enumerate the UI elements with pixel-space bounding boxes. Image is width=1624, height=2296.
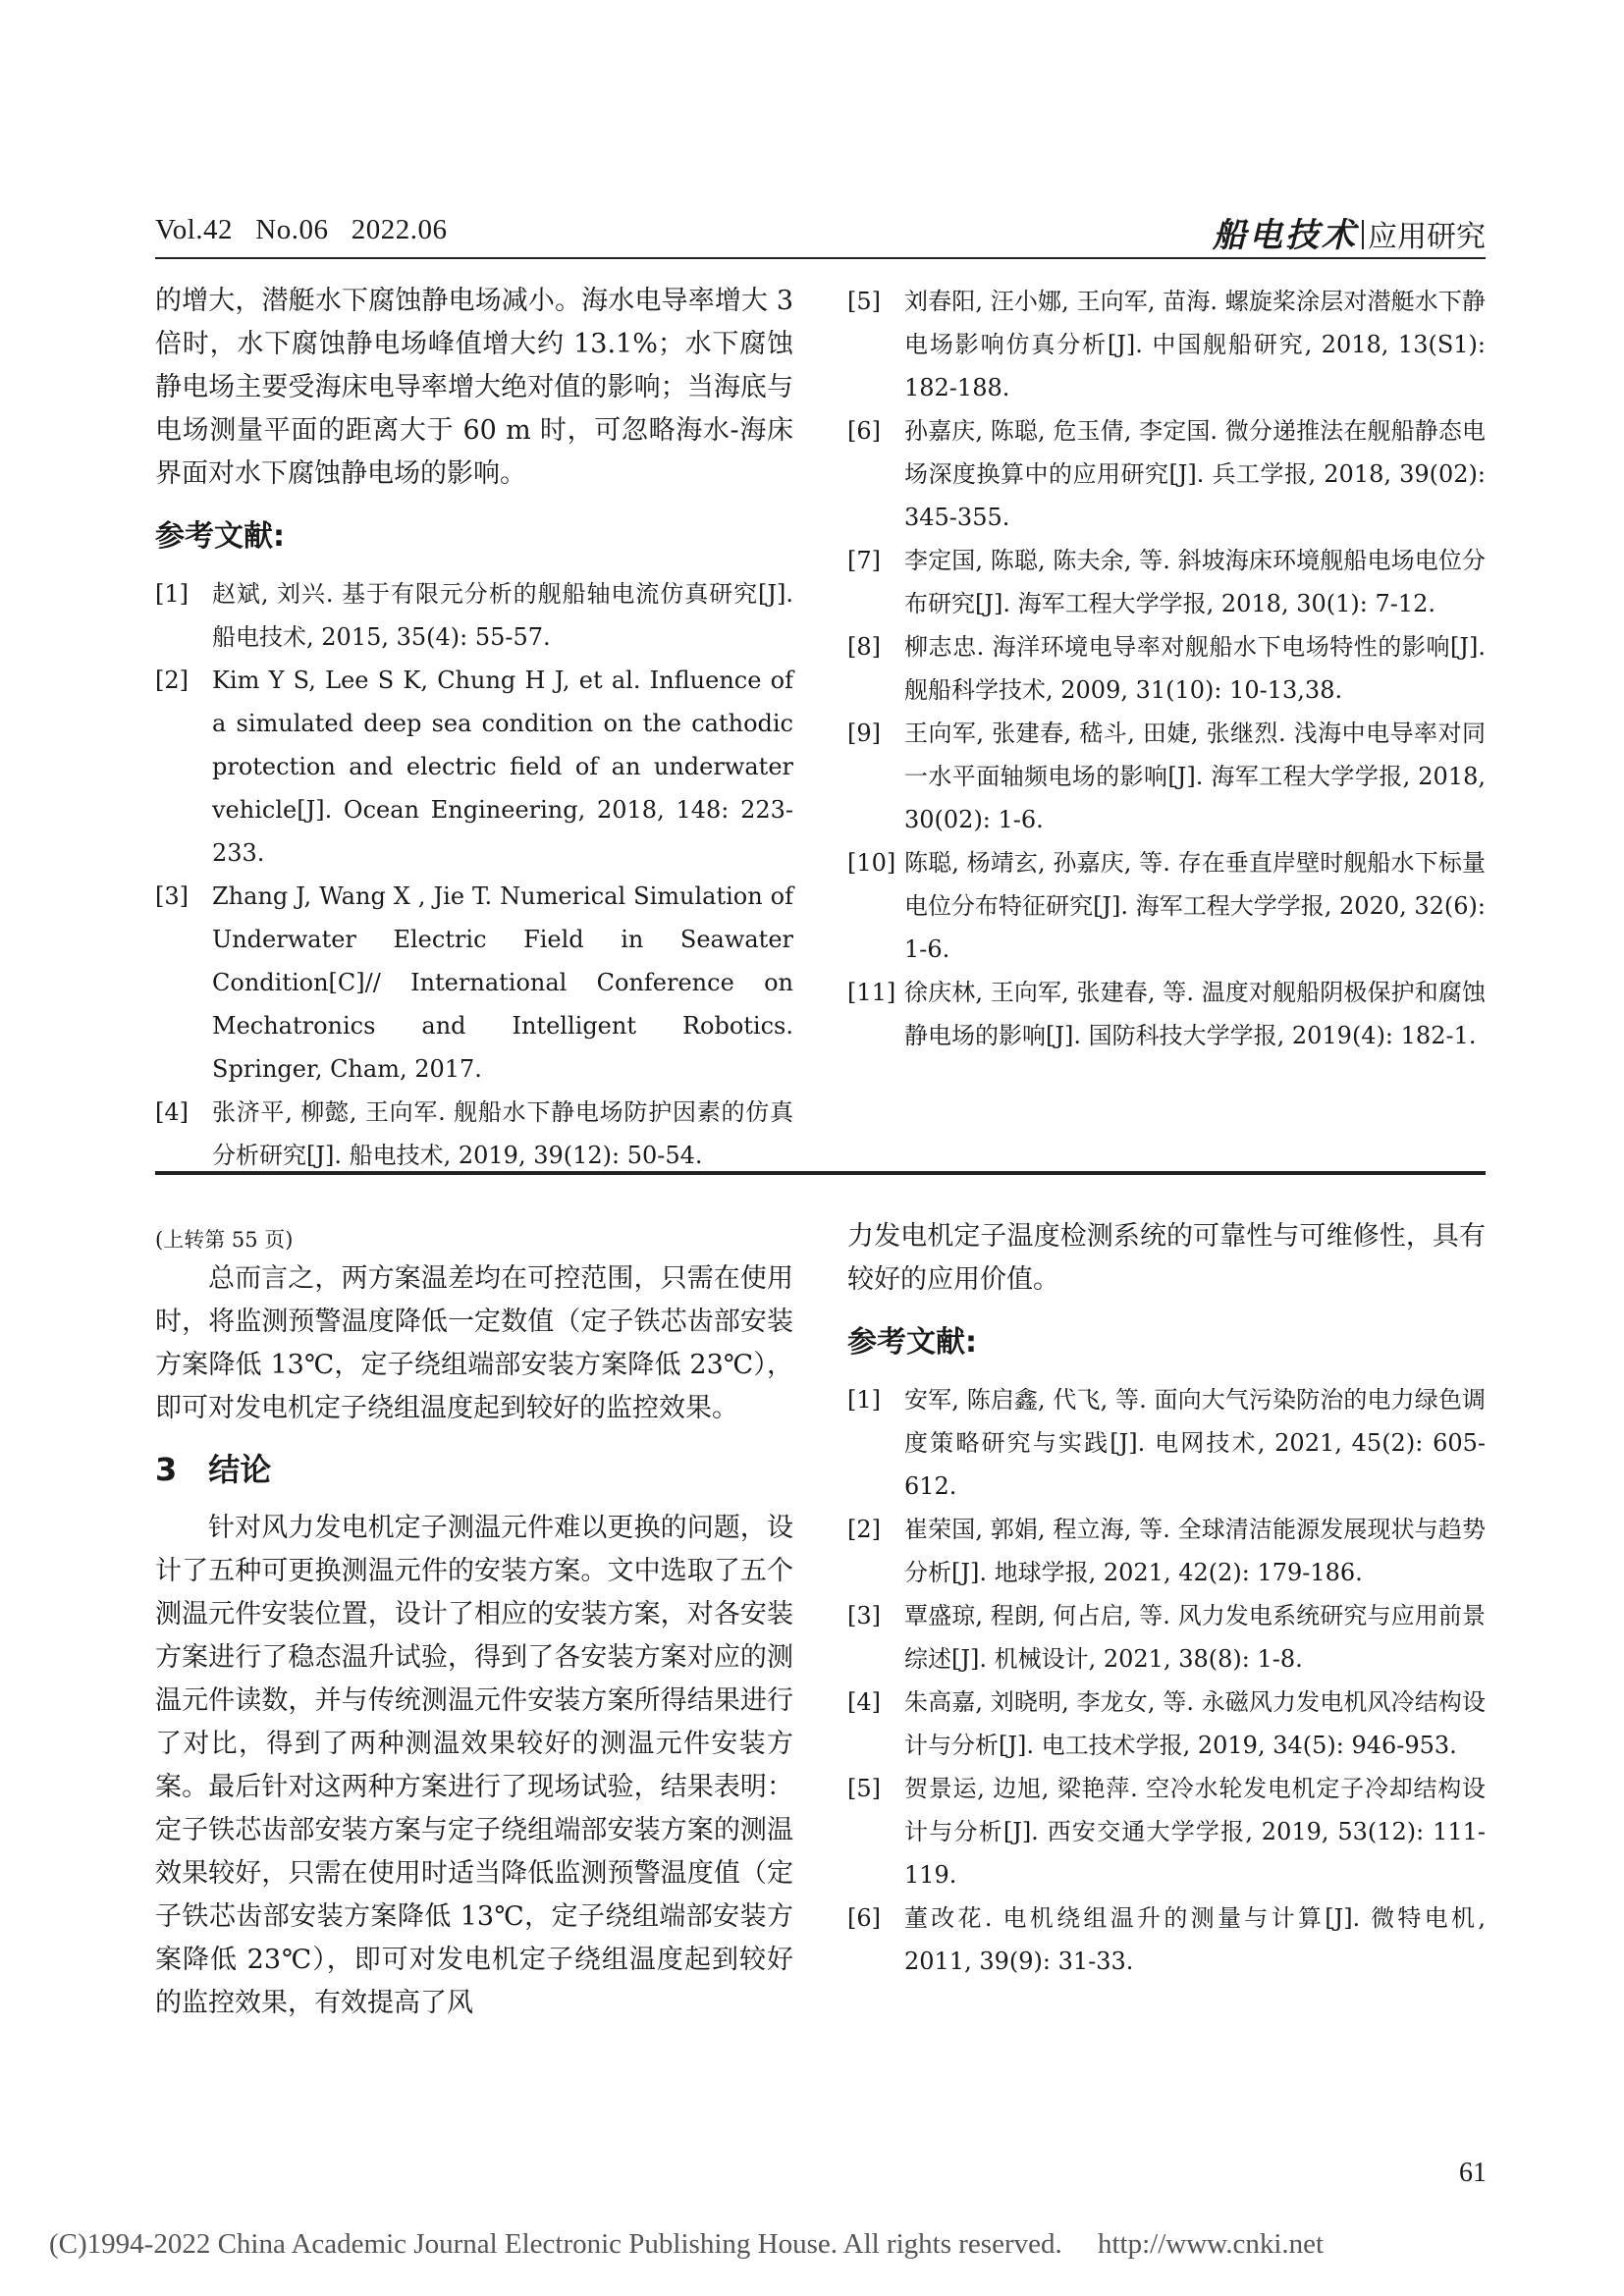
issue-number: No.06 [255, 214, 329, 245]
reference-text: 刘春阳, 汪小娜, 王向军, 苗海. 螺旋桨涂层对潜艇水下静电场影响仿真分析[J]. 中国舰船研究, 2018, 13(S1): 182-188. [904, 288, 1486, 401]
reference-number: [5] [847, 1775, 881, 1802]
reference-number: [9] [847, 720, 881, 747]
reference-text: 覃盛琼, 程朗, 何占启, 等. 风力发电系统研究与应用前景综述[J]. 机械设计, 2021, 38(8): 1-8. [904, 1602, 1486, 1673]
reference-item [155, 1091, 793, 1177]
top-right-column [847, 280, 1486, 1057]
reference-item [847, 1896, 1486, 1983]
reference-number: [6] [847, 1904, 881, 1932]
reference-item [155, 875, 793, 1091]
reference-item [847, 1508, 1486, 1594]
bottom-right-column [847, 1215, 1486, 1983]
reference-text: 赵斌, 刘兴. 基于有限元分析的舰船轴电流仿真研究[J]. 船电技术, 2015, 35(4): 55-57. [212, 580, 793, 651]
reference-item [847, 712, 1486, 841]
issue-info [155, 214, 447, 246]
reference-item [847, 539, 1486, 625]
section-name: 应用研究 [1368, 220, 1486, 254]
reference-text: 董改花. 电机绕组温升的测量与计算[J]. 微特电机, 2011, 39(9): 31-33. [904, 1904, 1486, 1975]
header-rule [155, 257, 1486, 259]
summary-paragraph: 总而言之，两方案温差均在可控范围，只需在使用时，将监测预警温度降低一定数值（定子铁芯齿部安装方案降低 13℃，定子绕组端部安装方案降低 23℃），即可对发电机定子绕组温度起到较好的监控效果。 [155, 1263, 793, 1423]
reference-number: [4] [155, 1098, 189, 1126]
reference-item [847, 280, 1486, 409]
reference-item [847, 409, 1486, 539]
reference-list [847, 1378, 1486, 1983]
running-header [155, 204, 1486, 255]
reference-text: 陈聪, 杨靖玄, 孙嘉庆, 等. 存在垂直岸壁时舰船水下标量电位分布特征研究[J]. 海军工程大学学报, 2020, 32(6): 1-6. [904, 849, 1486, 963]
reference-item [847, 1767, 1486, 1896]
reference-number: [1] [847, 1386, 881, 1414]
references-heading: 参考文献: [155, 519, 285, 554]
conclusion-paragraph: 针对风力发电机定子测温元件难以更换的问题，设计了五种可更换测温元件的安装方案。文中选取了五个测温元件安装位置，设计了相应的安装方案，对各安装方案进行了稳态温升试验，得到了各安装方案对应的测温元件读数，并与传统测温元件安装方案所得结果进行了对比，得到了两种测温效果较好的测温元件安装方案。最后针对这两种方案进行了现场试验，结果表明：定子铁芯齿部安装方案与定子绕组端部安装方案的测温效果较好，只需在使用时适当降低监测预警温度值（定子铁芯齿部安装方案降低 13℃，定子绕组端部安装方案降低 23℃），即可对发电机定子绕组温度起到较好的监控效果，有效提高了风 [155, 1513, 793, 2018]
continued-note: (上转第 55 页) [155, 1228, 294, 1252]
article-divider [155, 1171, 1486, 1175]
conclusion-paragraph-continued: 力发电机定子温度检测系统的可靠性与可维修性，具有较好的应用价值。 [847, 1221, 1486, 1295]
reference-number: [11] [847, 979, 896, 1006]
reference-text: 柳志忠. 海洋环境电导率对舰船水下电场特性的影响[J]. 舰船科学技术, 2009, 31(10): 10-13,38. [904, 633, 1486, 704]
reference-text: 贺景运, 边旭, 梁艳萍. 空冷水轮发电机定子冷却结构设计与分析[J]. 西安交通大学学报, 2019, 53(12): 111-119. [904, 1775, 1486, 1889]
reference-number: [6] [847, 417, 881, 445]
reference-text: 张济平, 柳懿, 王向军. 舰船水下静电场防护因素的仿真分析研究[J]. 船电技术, 2019, 39(12): 50-54. [212, 1098, 793, 1169]
reference-item [155, 572, 793, 659]
reference-item [847, 841, 1486, 971]
conclusion-paragraph-end: 的增大，潜艇水下腐蚀静电场减小。海水电导率增大 3 倍时，水下腐蚀静电场峰值增大约 13.1%；水下腐蚀静电场主要受海床电导率增大绝对值的影响；当海底与电场测量平面的距离大于 60 m 时，可忽略海水-海床界面对水下腐蚀静电场的影响。 [155, 286, 793, 489]
reference-text: 徐庆林, 王向军, 张建春, 等. 温度对舰船阴极保护和腐蚀静电场的影响[J]. 国防科技大学学报, 2019(4): 182-1. [904, 979, 1486, 1049]
reference-number: [10] [847, 849, 896, 877]
volume: Vol.42 [155, 214, 234, 245]
reference-item [847, 1378, 1486, 1508]
reference-number: [3] [847, 1602, 881, 1629]
reference-text: Zhang J, Wang X , Jie T. Numerical Simulation of Underwater Electric Field in Seawater Condition[C]// International Conference on Mechatronics and Intelligent Robotics. Springer, Cham, 2017. [212, 882, 793, 1083]
reference-number: [8] [847, 633, 881, 661]
copyright-footer: (C)1994-2022 China Academic Journal Electronic Publishing House. All rights reserved. http://www.cnki.net [49, 2228, 1325, 2260]
journal-masthead [1213, 208, 1486, 256]
reference-text: Kim Y S, Lee S K, Chung H J, et al. Influence of a simulated deep sea condition on the cathodic protection and electric field of an underwater vehicle[J]. Ocean Engineering, 2018, 148: 223-233. [212, 667, 793, 867]
section-heading-conclusion: 3 结论 [155, 1451, 272, 1488]
journal-name: 船电技术 [1213, 216, 1358, 255]
reference-text: 崔荣国, 郭娟, 程立海, 等. 全球清洁能源发展现状与趋势分析[J]. 地球学报, 2021, 42(2): 179-186. [904, 1516, 1486, 1586]
issue-date: 2022.06 [351, 214, 448, 245]
reference-item [155, 659, 793, 875]
reference-text: 李定国, 陈聪, 陈夫余, 等. 斜坡海床环境舰船电场电位分布研究[J]. 海军工程大学学报, 2018, 30(1): 7-12. [904, 547, 1486, 617]
reference-item [847, 1594, 1486, 1681]
reference-text: 朱高嘉, 刘晓明, 李龙女, 等. 永磁风力发电机风冷结构设计与分析[J]. 电工技术学报, 2019, 34(5): 946-953. [904, 1688, 1486, 1759]
reference-text: 王向军, 张建春, 嵇斗, 田婕, 张继烈. 浅海中电导率对同一水平面轴频电场的影响[J]. 海军工程大学学报, 2018, 30(02): 1-6. [904, 720, 1486, 833]
page-number: 61 [1459, 2158, 1487, 2188]
reference-text: 孙嘉庆, 陈聪, 危玉倩, 李定国. 微分递推法在舰船静态电场深度换算中的应用研究[J]. 兵工学报, 2018, 39(02): 345-355. [904, 417, 1486, 531]
reference-item [847, 625, 1486, 712]
reference-list [847, 280, 1486, 1057]
reference-item [847, 1681, 1486, 1767]
top-left-column [155, 280, 793, 1177]
header-separator [1362, 220, 1364, 249]
references-heading: 参考文献: [847, 1325, 977, 1360]
reference-number: [4] [847, 1688, 881, 1716]
reference-number: [5] [847, 288, 881, 315]
reference-text: 安军, 陈启鑫, 代飞, 等. 面向大气污染防治的电力绿色调度策略研究与实践[J]. 电网技术, 2021, 45(2): 605-612. [904, 1386, 1486, 1500]
reference-list [155, 572, 793, 1177]
reference-item [847, 971, 1486, 1057]
reference-number: [2] [155, 667, 189, 694]
reference-number: [2] [847, 1516, 881, 1543]
bottom-left-column [155, 1222, 793, 2025]
reference-number: [7] [847, 547, 881, 574]
reference-number: [3] [155, 882, 189, 910]
reference-number: [1] [155, 580, 189, 608]
